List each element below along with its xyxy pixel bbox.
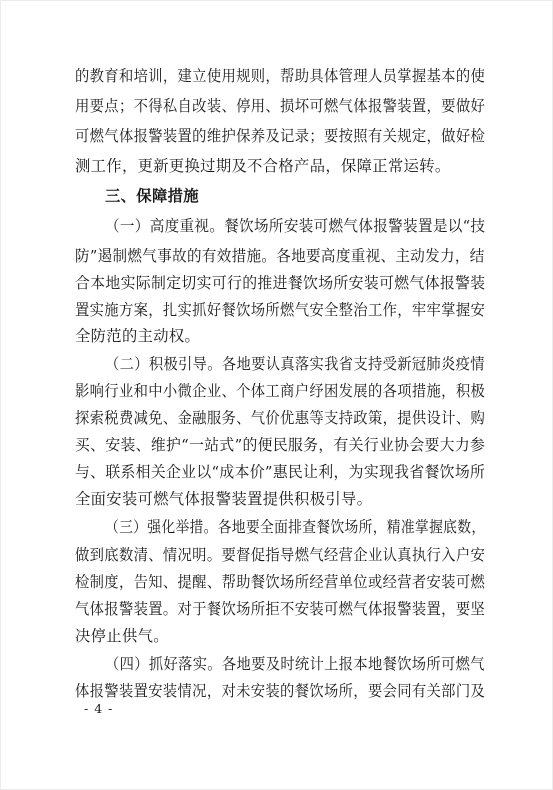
text-line: 用要点；不得私自改装、停用、损坏可燃气体报警装置，要做好 (75, 97, 486, 115)
text-line: 买、安装、维护“一站式”的便民服务，有关行业协会要大力参 (75, 436, 486, 454)
text-line: 检制度，告知、提醒、帮助餐饮场所经营单位或经营者安装可燃 (75, 573, 486, 591)
text-line: 探索税费减免、金融服务、气价优惠等支持政策，提供设计、购 (75, 409, 486, 427)
text-line: 全防范的主动权。 (75, 327, 201, 345)
text-line: 决停止供气。 (75, 627, 169, 645)
text-line: （一）高度重视。餐饮场所安装可燃气体报警装置是以“技 (105, 217, 486, 235)
text-line: 影响行业和中小微企业、个体工商户纾困发展的各项措施，积极 (75, 382, 486, 400)
text-line: 置实施方案，扎实抓好餐饮场所燃气安全整治工作，牢牢掌握安 (75, 301, 486, 319)
text-line: 的教育和培训，建立使用规则，帮助具体管理人员掌握基本的使 (75, 67, 486, 85)
page-number: - 4 - (84, 701, 114, 716)
text-line: 气体报警装置。对于餐饮场所拒不安装可燃气体报警装置，要坚 (75, 600, 486, 618)
text-line: （二）积极引导。各地要认真落实我省支持受新冠肺炎疫情 (105, 355, 485, 373)
text-line: 可燃气体报警装置的维护保养及记录；要按照有关规定，做好检 (75, 127, 486, 145)
text-line: 做到底数清、情况明。要督促指导燃气经营企业认真执行入户安 (75, 546, 486, 564)
text-line: 测工作，更新更换过期及不合格产品，保障正常运转。 (75, 157, 451, 175)
text-line: 合本地实际制定切实可行的推进餐饮场所安装可燃气体报警装 (75, 274, 486, 292)
text-line: （四）抓好落实。各地要及时统计上报本地餐饮场所可燃气 (105, 655, 485, 673)
text-line: 与、联系相关企业以“成本价”惠民让利，为实现我省餐饮场所 (75, 463, 486, 481)
text-line: 全面安装可燃气体报警装置提供积极引导。 (75, 490, 373, 508)
text-line: 防”遏制燃气事故的有效措施。各地要高度重视、主动发力，结 (75, 247, 485, 265)
text-line: 体报警装置安装情况，对未安装的餐饮场所，要会同有关部门及 (75, 682, 486, 700)
text-line: （三）强化举措。各地要全面排查餐饮场所，精准掌握底数， (105, 518, 486, 536)
section-heading: 三、保障措施 (105, 187, 199, 205)
